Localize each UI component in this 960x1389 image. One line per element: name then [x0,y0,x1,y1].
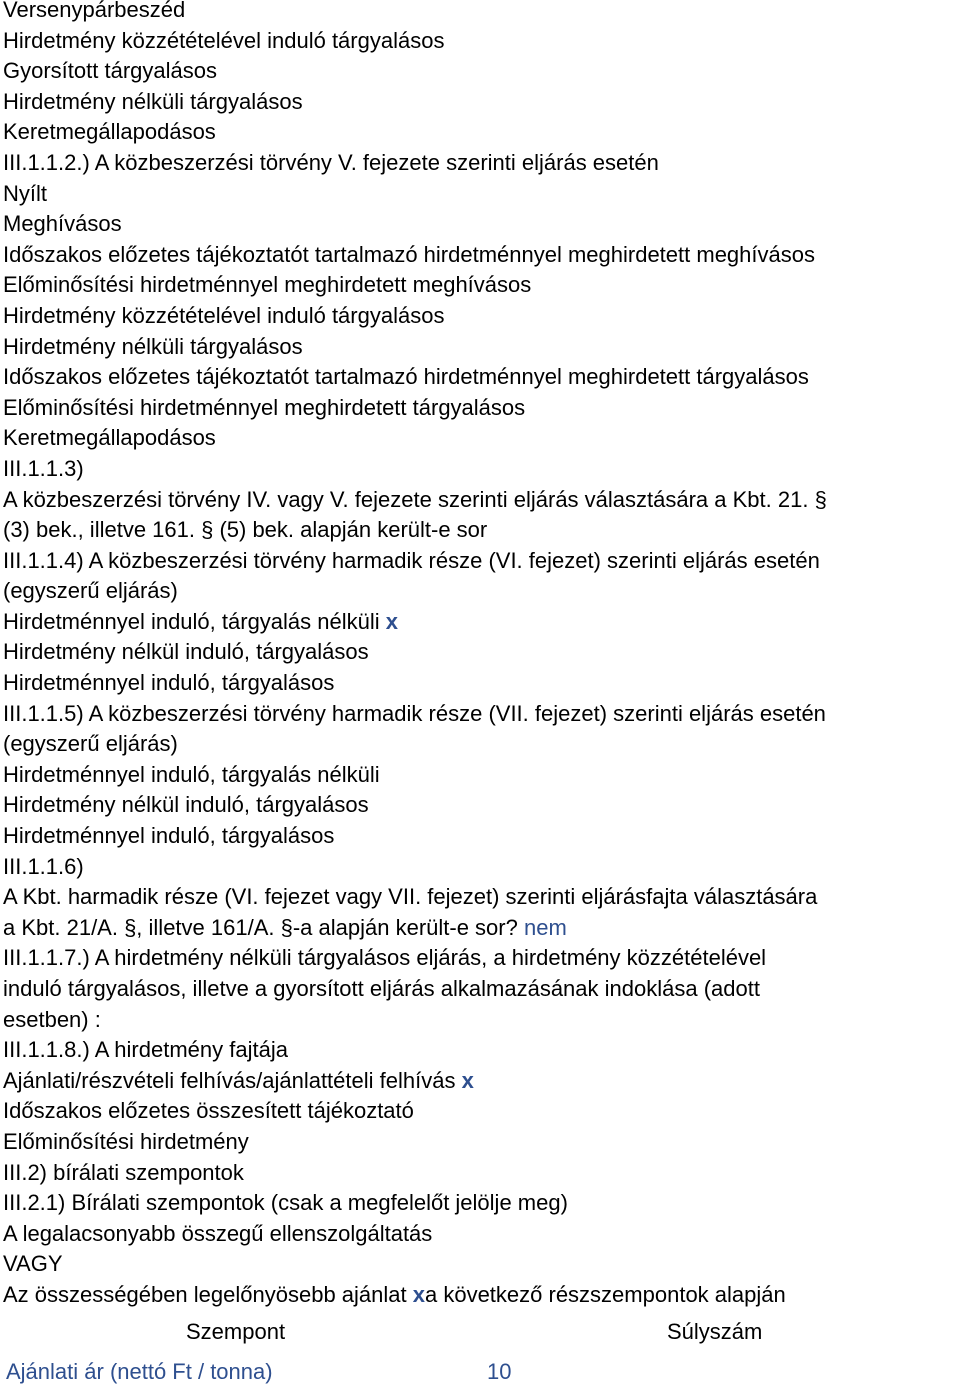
criteria-header-szempont: Szempont [186,1318,286,1344]
option-hirdetmennyel-indulo-targyalas-nelkuli [3,607,960,638]
section-heading-iii-1-1-4: III.1.1.4) A közbeszerzési törvény harmadik része (VI. fejezet) szerinti eljárás esetén [3,547,820,573]
section-text-line-3: esetben) : [3,1006,101,1032]
option-hirdetmennyel-indulo-targyalasos-2: Hirdetménnyel induló, tárgyalásos [3,823,335,849]
option-ajanlati-felhivas [3,1066,960,1097]
option-hirdetmeny-kozzetetelevel-targyalasos: Hirdetmény közzétételével induló tárgyalásos [3,302,445,328]
option-hirdetmeny-kozzetetelevel-indulo-targyalasos: Hirdetmény közzétételével induló tárgyalásos [3,27,445,53]
question-kbt-harmadik-resze: A Kbt. harmadik része (VI. fejezet vagy VII. fejezet) szerinti eljárásfajta választására [3,884,818,910]
criteria-row [3,1349,960,1389]
option-osszessegeben-legelonyosebb [3,1280,960,1311]
section-heading-iii-1-1-7: III.1.1.7.) A hirdetmény nélküli tárgyalásos eljárás, a hirdetmény közzétételével [3,945,767,971]
answer-value: nem [523,914,567,940]
option-hirdetmeny-nelkul-indulo-targyalasos-2: Hirdetmény nélkül induló, tárgyalásos [3,792,369,818]
section-subheading-egyszeru-eljaras-2: (egyszerű eljárás) [3,731,178,757]
option-elominositesi-meghivasos: Előminősítési hirdetménnyel meghirdetett meghívásos [3,272,532,298]
option-hirdetmeny-nelkuli-targyalasos-2: Hirdetmény nélküli tárgyalásos [3,333,303,359]
option-keretmegallapodasos: Keretmegállapodásos [3,119,216,145]
option-hirdetmennyel-indulo-targyalas-nelkuli-2: Hirdetménnyel induló, tárgyalás nélküli [3,761,380,787]
section-subheading-egyszeru-eljaras: (egyszerű eljárás) [3,578,178,604]
option-meghivasos: Meghívásos [3,211,122,237]
option-label: Az összességében legelőnyösebb ajánlat [3,1281,413,1307]
criteria-weight: 10 [487,1358,512,1384]
option-label-suffix: a következő részszempontok alapján [424,1281,786,1307]
option-elominositesi-targyalasos: Előminősítési hirdetménnyel meghirdetett tárgyalásos [3,394,526,420]
option-label: Ajánlati/részvételi felhívás/ajánlattételi felhívás [3,1067,462,1093]
option-hirdetmeny-nelkuli-targyalasos: Hirdetmény nélküli tárgyalásos [3,88,303,114]
option-hirdetmennyel-indulo-targyalasos: Hirdetménnyel induló, tárgyalásos [3,670,335,696]
selected-x-mark: x [385,608,399,634]
question-kbt-21a [3,913,960,944]
question-label: a Kbt. 21/A. §, illetve 161/A. §-a alapján került-e sor? [3,914,524,940]
separator-vagy: VAGY [3,1251,63,1277]
section-heading-iii-2: III.2) bírálati szempontok [3,1159,244,1185]
criteria-name: Ajánlati ár (nettó Ft / tonna) [6,1358,273,1384]
section-heading-iii-1-1-8: III.1.1.8.) A hirdetmény fajtája [3,1037,288,1063]
option-idoszakos-meghivasos: Időszakos előzetes tájékoztatót tartalmazó hirdetménnyel meghirdetett meghívásos [3,241,815,267]
section-text-line-2: induló tárgyalásos, illetve a gyorsított eljárás alkalmazásának indoklása (adott [3,976,760,1001]
option-legalacsonyabb-osszegu: A legalacsonyabb összegű ellenszolgáltatás [3,1220,433,1246]
option-label: Hirdetménnyel induló, tárgyalás nélküli [3,608,386,634]
option-gyorsitott-targyalasos: Gyorsított tárgyalásos [3,58,217,84]
section-heading-iii-1-1-6: III.1.1.6) [3,853,84,879]
selected-x-mark: x [412,1281,425,1307]
option-idoszakos-osszesitett: Időszakos előzetes összesített tájékoztató [3,1098,414,1124]
question-text-line-2: (3) bek., illetve 161. § (5) bek. alapján került-e sor [3,517,488,543]
option-nyilt: Nyílt [3,180,47,206]
selected-x-mark: x [461,1067,474,1093]
question-text-line-1: A közbeszerzési törvény IV. vagy V. fejezete szerinti eljárás választására a Kbt. 21. § [3,486,827,512]
section-heading-iii-1-1-3: III.1.1.3) [3,455,84,481]
criteria-header [3,1313,960,1349]
option-idoszakos-targyalasos: Időszakos előzetes tájékoztatót tartalmazó hirdetménnyel meghirdetett tárgyalásos [3,364,809,390]
section-heading-iii-1-1-2: III.1.1.2.) A közbeszerzési törvény V. fejezete szerinti eljárás esetén [3,149,659,175]
criteria-header-sulyszam: Súlyszám [667,1318,763,1344]
section-heading-iii-2-1: III.2.1) Bírálati szempontok (csak a megfelelőt jelölje meg) [3,1190,568,1216]
option-keretmegallapodasos-2: Keretmegállapodásos [3,425,216,451]
section-heading-iii-1-1-5: III.1.1.5) A közbeszerzési törvény harmadik része (VII. fejezet) szerinti eljárás esetén [3,700,826,726]
option-hirdetmeny-nelkul-indulo-targyalasos: Hirdetmény nélkül induló, tárgyalásos [3,639,369,665]
option-versenyparbeszed: Versenypárbeszéd [3,0,186,22]
option-elominositesi-hirdetmeny: Előminősítési hirdetmény [3,1128,249,1154]
